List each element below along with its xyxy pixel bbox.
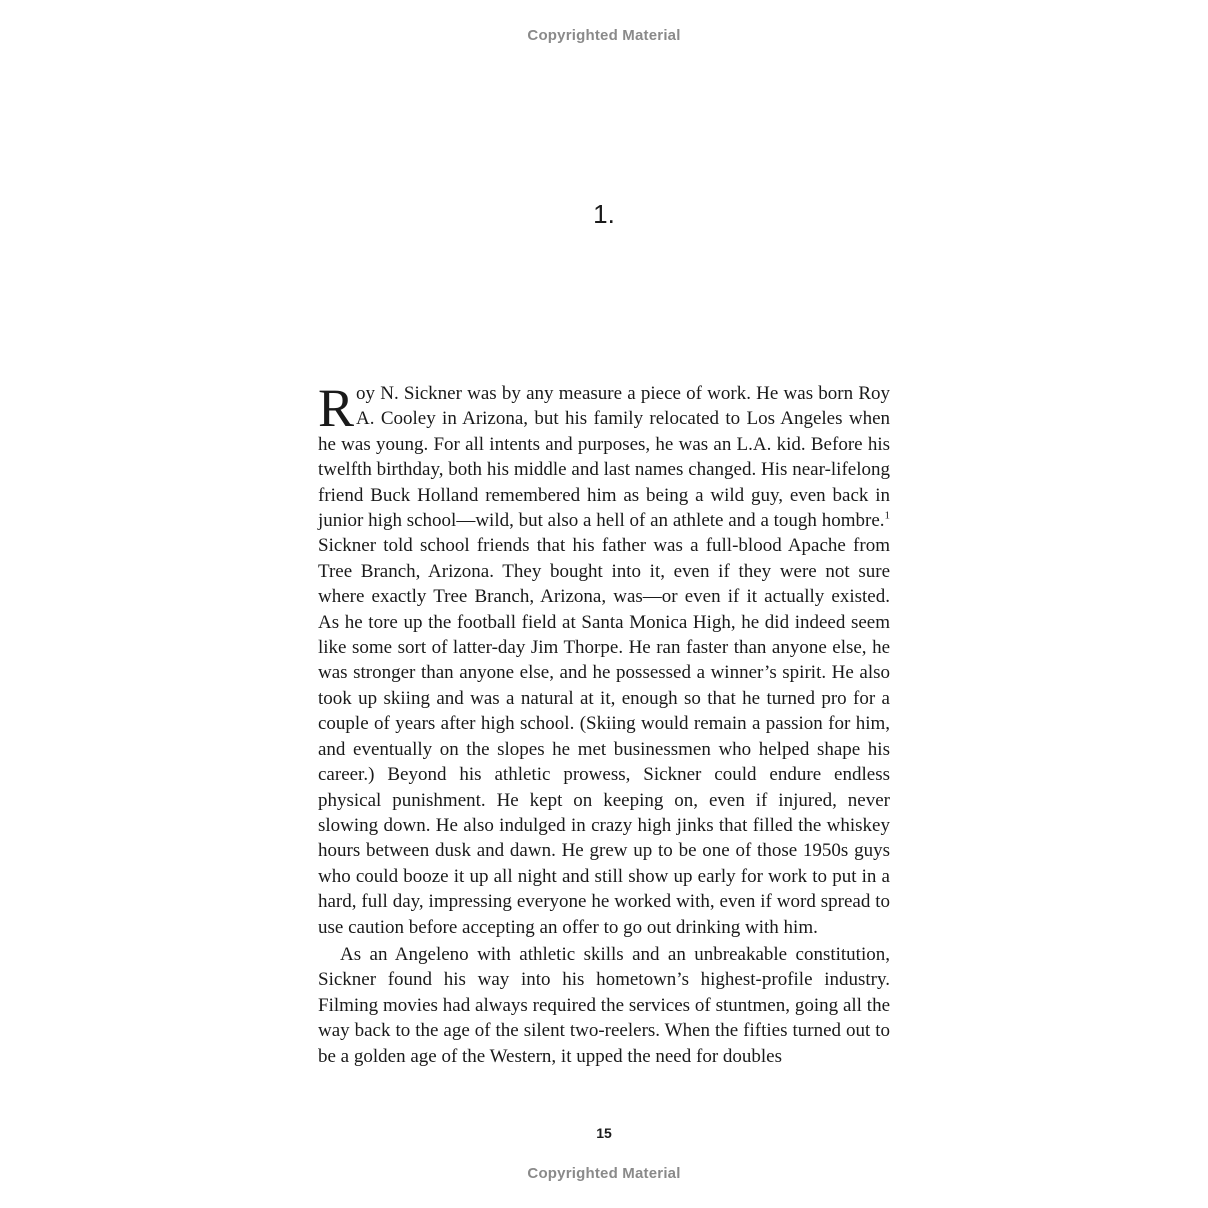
body-text <box>318 378 890 1069</box>
copyright-watermark-top: Copyrighted Material <box>527 27 681 44</box>
paragraph-1 <box>318 378 890 940</box>
paragraph-1-lead: oy N. Sickner was by any measure a piece of work. He was born Roy A. Cooley in Arizona, but his family relocated to Los Angeles when he was young. For all intents and purposes, he was an L.A. kid. Before his twelfth birthday, both his middle and last names changed. His near-lifelong friend Buck Holland remembered him as being a wild guy, even back in junior high school—wild, but also a hell of an athlete and a tough hombre. <box>318 383 890 532</box>
copyright-watermark-bottom: Copyrighted Material <box>527 1165 681 1182</box>
paragraph-2: As an Angeleno with athletic skills and an unbreakable constitution, Sickner found his way into his hometown’s highest-profile industry. Filming movies had always required the services of stuntmen, going all the way back to the age of the silent two-reelers. When the fifties turned out to be a golden age of the Western, it upped the need for doubles <box>318 943 890 1067</box>
drop-cap: R <box>318 378 355 438</box>
paragraph-1-rest: Sickner told school friends that his father was a full-blood Apache from Tree Branch, Arizona. They bought into it, even if they were not sure where exactly Tree Branch, Arizona, was—or even if it actually existed. As he tore up the football field at Santa Monica High, he did indeed seem like some sort of latter-day Jim Thorpe. He ran faster than anyone else, he was stronger than anyone else, and he possessed a winner’s spirit. He also took up skiing and was a natural at it, enough so that he turned pro for a couple of years after high school. (Skiing would remain a passion for him, and eventually on the slopes he met businessmen who helped shape his career.) Beyond his athletic prowess, Sickner could endure endless physical punishment. He kept on keeping on, even if injured, never slowing down. He also indulged in crazy high jinks that filled the whiskey hours between dusk and dawn. He grew up to be one of those 1950s guys who could booze it up all night and still show up early for work to put in a hard, full day, impressing everyone he worked with, even if word spread to use caution before accepting an offer to go out drinking with him. <box>318 535 890 938</box>
footnote-ref[interactable]: 1 <box>884 509 890 522</box>
page-number: 15 <box>596 1125 612 1141</box>
chapter-number: 1. <box>593 199 615 229</box>
